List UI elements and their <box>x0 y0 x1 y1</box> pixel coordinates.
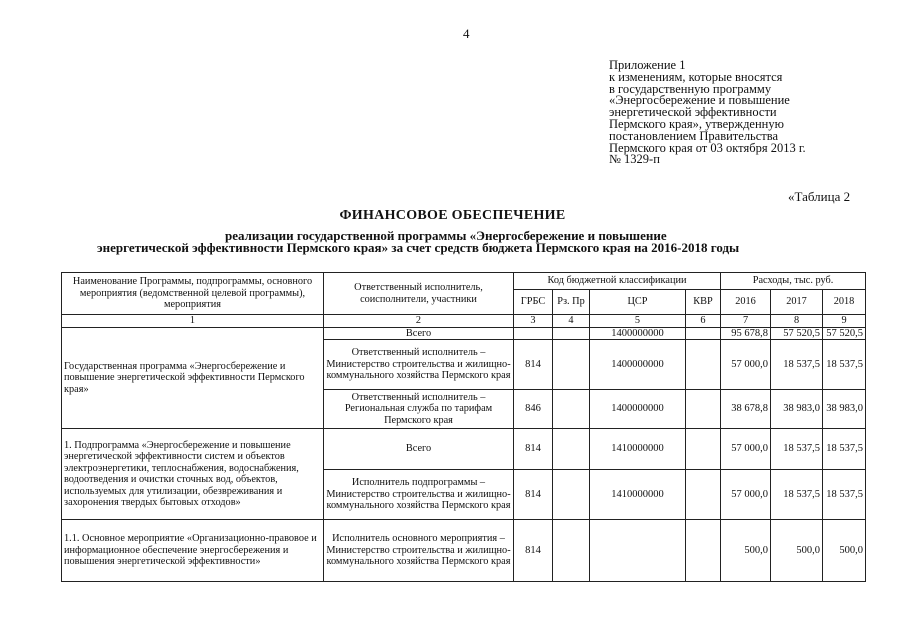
rzpr-cell <box>553 340 590 390</box>
value-2018: 500,0 <box>823 520 866 582</box>
col-number: 9 <box>823 315 866 328</box>
value-2018: 38 983,0 <box>823 390 866 429</box>
kvr-cell <box>686 390 721 429</box>
kvr-cell <box>686 520 721 582</box>
rzpr-cell <box>553 327 590 340</box>
table-reference: «Таблица 2 <box>788 189 851 204</box>
header-rzpr: Рз. Пр <box>553 290 590 315</box>
col-number: 6 <box>686 315 721 328</box>
document-subtitle-line2: энергетической эффективности Пермского края» за счет средств бюджета Пермского края на 2016-2018 годы <box>97 240 740 255</box>
csr-cell: 1400000000 <box>590 390 686 429</box>
appendix-line: в государственную программу <box>609 81 772 96</box>
header-expenses: Расходы, тыс. руб. <box>721 273 866 290</box>
appendix-line: «Энергосбережение и повышение <box>609 93 790 108</box>
document-subtitle-line1: реализации государственной программы «Энергосбережение и повышение <box>225 228 667 243</box>
csr-cell <box>590 520 686 582</box>
rzpr-cell <box>553 390 590 429</box>
grbs-cell <box>514 327 553 340</box>
csr-cell: 1400000000 <box>590 340 686 390</box>
header-executor: Ответственный исполнитель, соисполнители, участники <box>324 273 514 315</box>
program-name: Государственная программа «Энергосбережение и повышение энергетической эффективности Пермского края» <box>62 327 324 429</box>
appendix-line: постановлением Правительства <box>609 128 779 143</box>
value-2017: 38 983,0 <box>771 390 823 429</box>
col-number: 7 <box>721 315 771 328</box>
col-number: 8 <box>771 315 823 328</box>
table-row <box>62 520 866 582</box>
document-title: ФИНАНСОВОЕ ОБЕСПЕЧЕНИЕ <box>339 208 566 223</box>
table-row <box>62 327 866 340</box>
value-2018: 18 537,5 <box>823 429 866 470</box>
csr-cell: 1410000000 <box>590 429 686 470</box>
header-2016: 2016 <box>721 290 771 315</box>
value-2018: 57 520,5 <box>823 327 866 340</box>
csr-cell: 1400000000 <box>590 327 686 340</box>
grbs-cell: 846 <box>514 390 553 429</box>
value-2016: 57 000,0 <box>721 340 771 390</box>
executor-cell: Исполнитель подпрограммы – Министерство строительства и жилищно-коммунального хозяйства Пермского края <box>324 470 514 520</box>
header-2018: 2018 <box>823 290 866 315</box>
header-budget-code: Код бюджетной классификации <box>514 273 721 290</box>
value-2017: 500,0 <box>771 520 823 582</box>
header-csr: ЦСР <box>590 290 686 315</box>
value-2017: 57 520,5 <box>771 327 823 340</box>
value-2017: 18 537,5 <box>771 429 823 470</box>
page-number: 4 <box>463 26 470 41</box>
col-number: 5 <box>590 315 686 328</box>
table-row <box>62 429 866 470</box>
value-2017: 18 537,5 <box>771 340 823 390</box>
appendix-line: к изменениям, которые вносятся <box>609 69 783 84</box>
value-2016: 38 678,8 <box>721 390 771 429</box>
header-2017: 2017 <box>771 290 823 315</box>
col-number: 3 <box>514 315 553 328</box>
grbs-cell: 814 <box>514 470 553 520</box>
subprogram-name: 1. Подпрограмма «Энергосбережение и повышение энергетической эффективности систем и объектов электроэнергетики, теплоснабжения, водоснабжения, водоотведения и очистки сточных вод, объектов, используемых для утилизации, обезвреживания и захоронения твердых бытовых отходов» <box>62 429 324 520</box>
rzpr-cell <box>553 470 590 520</box>
grbs-cell: 814 <box>514 340 553 390</box>
appendix-line: № 1329-п <box>609 152 660 167</box>
kvr-cell <box>686 429 721 470</box>
grbs-cell: 814 <box>514 429 553 470</box>
executor-cell: Всего <box>324 327 514 340</box>
csr-cell: 1410000000 <box>590 470 686 520</box>
executor-cell: Всего <box>324 429 514 470</box>
value-2018: 18 537,5 <box>823 340 866 390</box>
appendix-line: Пермского края от 03 октября 2013 г. <box>609 140 806 155</box>
value-2018: 18 537,5 <box>823 470 866 520</box>
executor-cell: Ответственный исполнитель – Министерство строительства и жилищно-коммунального хозяйства Пермского края <box>324 340 514 390</box>
header-name: Наименование Программы, подпрограммы, основного мероприятия (ведомственной целевой программы), мероприятия <box>62 273 324 315</box>
header-kvr: КВР <box>686 290 721 315</box>
executor-cell: Ответственный исполнитель – Региональная служба по тарифам Пермского края <box>324 390 514 429</box>
col-number: 4 <box>553 315 590 328</box>
appendix-line: энергетической эффективности <box>609 105 777 120</box>
activity-name: 1.1. Основное мероприятие «Организационно-правовое и информационное обеспечение энергосбережения и повышения энергетической эффективности» <box>62 520 324 582</box>
value-2016: 57 000,0 <box>721 429 771 470</box>
kvr-cell <box>686 340 721 390</box>
appendix-block <box>609 60 806 166</box>
rzpr-cell <box>553 429 590 470</box>
rzpr-cell <box>553 520 590 582</box>
kvr-cell <box>686 470 721 520</box>
appendix-line: Приложение 1 <box>609 58 686 72</box>
value-2016: 500,0 <box>721 520 771 582</box>
kvr-cell <box>686 327 721 340</box>
value-2017: 18 537,5 <box>771 470 823 520</box>
header-grbs: ГРБС <box>514 290 553 315</box>
col-number: 2 <box>324 315 514 328</box>
col-number: 1 <box>62 315 324 328</box>
grbs-cell: 814 <box>514 520 553 582</box>
financing-table <box>61 272 866 582</box>
executor-cell: Исполнитель основного мероприятия – Министерство строительства и жилищно-коммунального хозяйства Пермского края <box>324 520 514 582</box>
value-2016: 95 678,8 <box>721 327 771 340</box>
value-2016: 57 000,0 <box>721 470 771 520</box>
appendix-line: Пермского края», утвержденную <box>609 116 784 131</box>
